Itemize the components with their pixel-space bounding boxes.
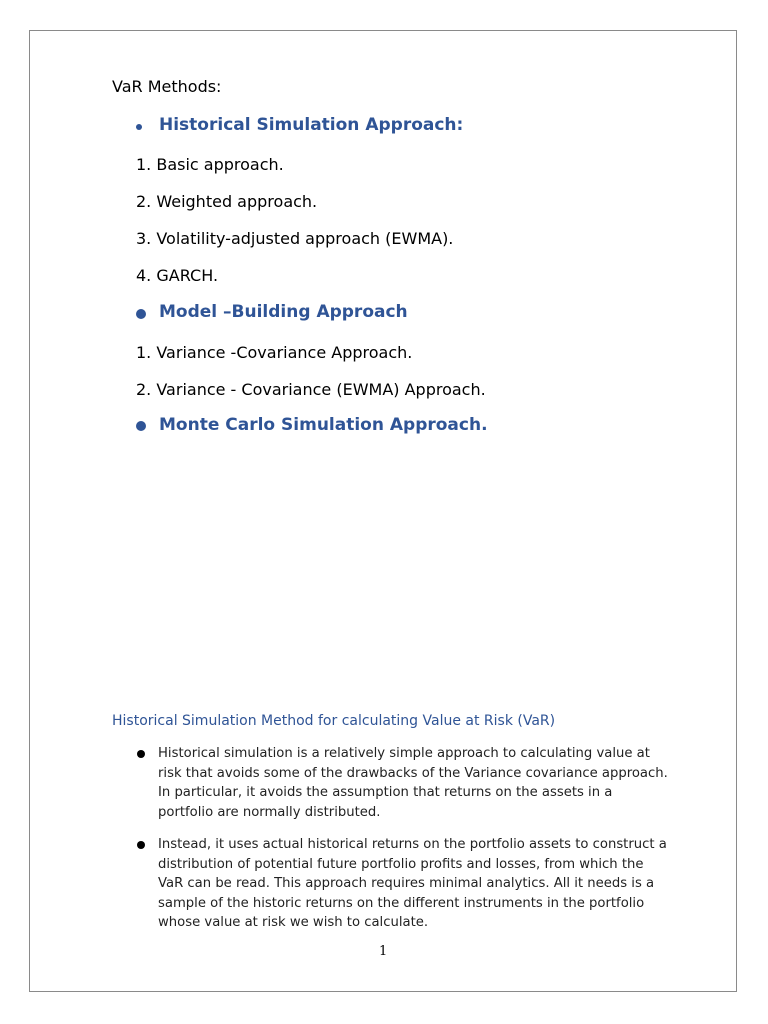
paragraph: Instead, it uses actual historical returns on the portfolio assets to construct a distribution of potential future portfolio profits and losses, from which the VaR can be read. This approach requires minimal analytics. All it needs is a sample of the historic returns on the different instruments in the portfolio whose value at risk we wish to calculate. xyxy=(158,837,667,930)
list-item: 3. Volatility-adjusted approach (EWMA). xyxy=(136,229,454,248)
page-title: VaR Methods: xyxy=(112,77,222,96)
page-number: 1 xyxy=(379,944,388,959)
subsection-heading: Historical Simulation Method for calculating Value at Risk (VaR) xyxy=(112,713,556,729)
bullet-icon xyxy=(137,841,145,849)
list-item: 2. Weighted approach. xyxy=(136,192,318,211)
list-item: 2. Variance - Covariance (EWMA) Approach. xyxy=(136,380,486,399)
bullet-icon xyxy=(137,750,145,758)
bullet-icon xyxy=(136,124,142,130)
list-item: 1. Variance -Covariance Approach. xyxy=(136,343,413,362)
section-heading-monte-carlo: Monte Carlo Simulation Approach. xyxy=(159,415,488,435)
list-item: 1. Basic approach. xyxy=(136,155,284,174)
paragraph: Historical simulation is a relatively simple approach to calculating value at risk that avoids some of the drawbacks of the Variance covariance approach. In particular, it avoids the assumption that returns on the assets in a portfolio are normally distributed. xyxy=(158,746,668,820)
section-heading-model-building: Model –Building Approach xyxy=(159,302,408,322)
section-heading-historical: Historical Simulation Approach: xyxy=(159,115,464,135)
bullet-icon xyxy=(136,309,146,319)
list-item: 4. GARCH. xyxy=(136,266,219,285)
bullet-icon xyxy=(136,421,146,431)
